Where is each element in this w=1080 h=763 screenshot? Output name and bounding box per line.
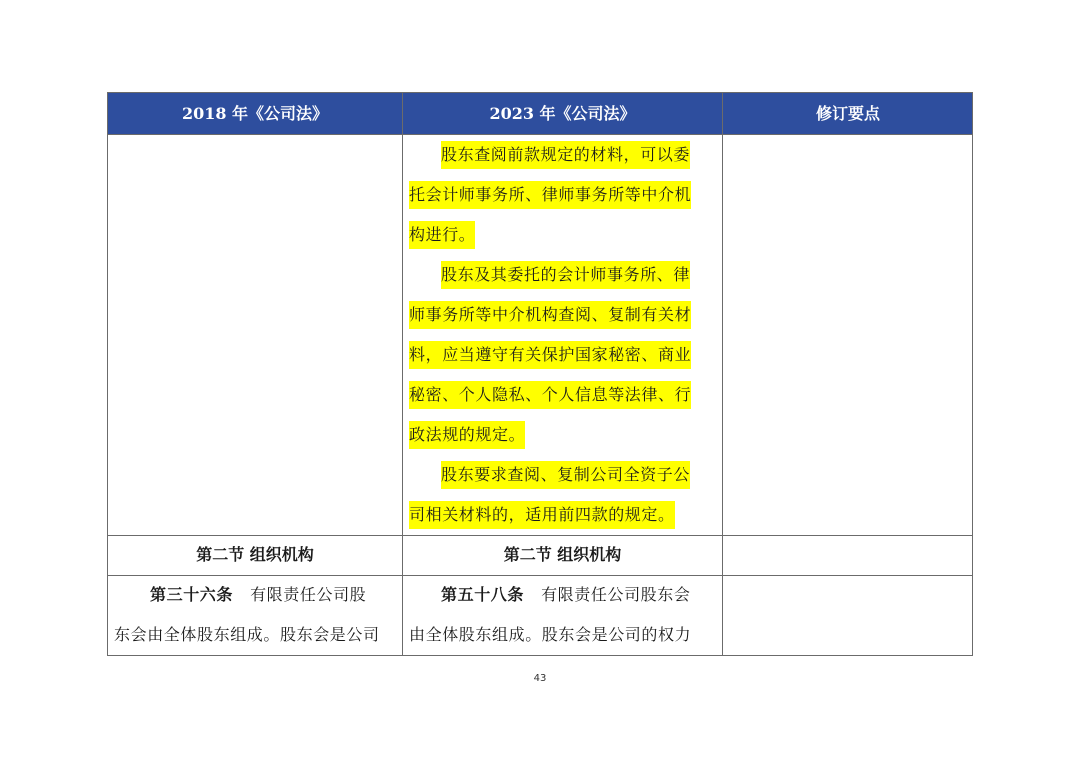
section-title-2023: 第二节 组织机构 xyxy=(503,545,622,564)
text-line: 股东要求查阅、复制公司全资子公 xyxy=(441,461,690,489)
page-number: 43 xyxy=(533,673,547,684)
article-text xyxy=(150,581,366,609)
text-line: 司相关材料的，适用前四款的规定。 xyxy=(409,501,675,529)
text-line: 构进行。 xyxy=(409,221,475,249)
text-line: 秘密、个人隐私、个人信息等法律、行 xyxy=(409,381,691,409)
article-2023-cell xyxy=(403,576,722,656)
text-line: 股东查阅前款规定的材料，可以委 xyxy=(441,141,690,169)
article-text: 东会由全体股东组成。股东会是公司 xyxy=(114,625,380,644)
text-line: 师事务所等中介机构查阅、复制有关材 xyxy=(409,301,691,329)
text-line: 料，应当遵守有关保护国家秘密、商业 xyxy=(409,341,691,369)
article-text xyxy=(441,581,690,609)
comparison-table xyxy=(107,92,973,656)
section-title-2018: 第二节 组织机构 xyxy=(196,545,314,564)
header-2023-law: 2023 年《公司法》 xyxy=(489,104,636,123)
header-2018-law: 2018 年《公司法》 xyxy=(181,104,329,123)
column-divider xyxy=(722,93,723,655)
article-2018-cell xyxy=(108,576,402,656)
text-line: 股东及其委托的会计师事务所、律 xyxy=(441,261,690,289)
table-header xyxy=(108,93,972,134)
article-text: 由全体股东组成。股东会是公司的权力 xyxy=(409,625,692,644)
article-body: 有限责任公司股 xyxy=(250,585,367,604)
article-number: 第三十六条 xyxy=(150,585,234,604)
row1-2023-cell xyxy=(403,134,722,535)
header-revision-points: 修订要点 xyxy=(815,104,880,123)
text-line: 托会计师事务所、律师事务所等中介机 xyxy=(409,181,691,209)
text-line: 政法规的规定。 xyxy=(409,421,525,449)
article-body: 有限责任公司股东会 xyxy=(541,585,691,604)
article-number: 第五十八条 xyxy=(441,585,525,604)
